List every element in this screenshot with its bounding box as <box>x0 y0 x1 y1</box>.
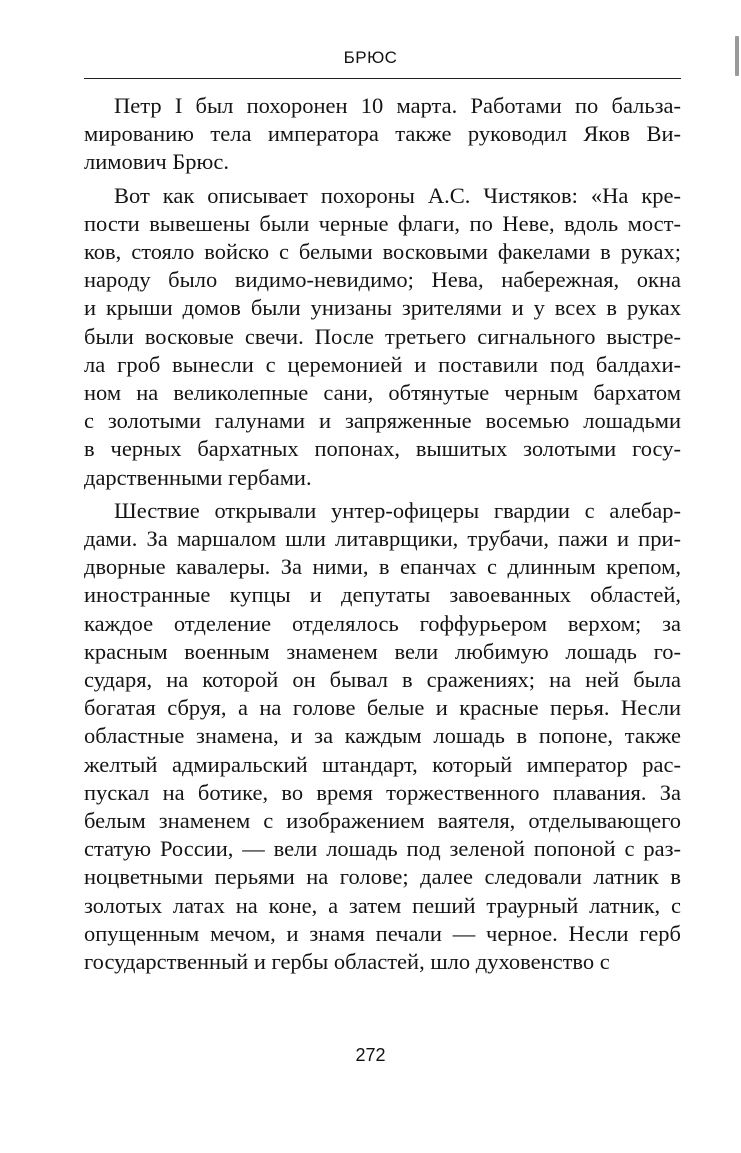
text-line: сударя, на которой он бывал в сражениях; на ней была <box>84 667 681 693</box>
body-text <box>84 92 681 981</box>
paragraph <box>84 182 681 492</box>
text-line: пускал на ботике, во время торжественного плавания. За <box>84 779 681 805</box>
text-line: Вот как описывает похороны А.С. Чистяков: «На кре- <box>114 182 681 208</box>
text-line: богатая сбруя, а на голове белые и красные перья. Несли <box>84 695 681 721</box>
text-line: Шествие открывали унтер-офицеры гвардии с алебар- <box>114 497 681 523</box>
text-line: ноцветными перьями на голове; далее следовали латник в <box>84 864 681 890</box>
text-line: дарственными гербами. <box>84 464 312 490</box>
text-line: мированию тела императора также руководил Яков Ви- <box>84 121 681 147</box>
text-line: желтый адмиральский штандарт, который император рас- <box>84 751 681 777</box>
text-line: пости вывешены были черные флаги, по Неве, вдоль мост- <box>84 210 681 236</box>
page-number: 272 <box>355 1045 386 1065</box>
text-line: дами. За маршалом шли литаврщики, трубачи, пажи и при- <box>84 526 681 552</box>
paragraph <box>84 497 681 976</box>
text-line: дворные кавалеры. За ними, в епанчах с длинным крепом, <box>84 554 681 580</box>
text-line: в черных бархатных попонах, вышитых золотыми госу- <box>84 436 681 462</box>
text-line: каждое отделение отделялось гоффурьером верхом; за <box>84 610 681 636</box>
text-line: и крыши домов были унизаны зрителями и у всех в руках <box>84 295 681 321</box>
text-line: государственный и гербы областей, шло духовенство с <box>84 949 610 975</box>
text-line: народу было видимо-невидимо; Нева, набережная, окна <box>84 267 681 293</box>
text-line: были восковые свечи. После третьего сигнального выстре- <box>84 323 681 349</box>
text-line: опущенным мечом, и знамя печали — черное. Несли герб <box>84 920 681 946</box>
text-line: золотых латах на коне, а затем пеший траурный латник, с <box>84 892 681 918</box>
text-line: статую России, — вели лошадь под зеленой попоной с раз- <box>84 836 681 862</box>
text-line: ном на великолепные сани, обтянутые черным бархатом <box>84 380 681 406</box>
text-line: красным военным знаменем вели любимую лошадь го- <box>84 638 681 664</box>
paragraph <box>84 92 681 177</box>
header-rule <box>84 78 681 79</box>
page-edge-mark <box>735 36 739 76</box>
text-line: белым знаменем с изображением ваятеля, отделывающего <box>84 808 681 834</box>
text-line: с золотыми галунами и запряженные восемью лошадьми <box>84 408 681 434</box>
running-title: БРЮС <box>343 48 398 67</box>
text-line: иностранные купцы и депутаты завоеванных областей, <box>84 582 681 608</box>
text-line: лимович Брюс. <box>84 149 229 175</box>
text-line: ла гроб вынесли с церемонией и поставили под балдахи- <box>84 351 681 377</box>
text-line: ков, стояло войско с белыми восковыми факелами в руках; <box>84 239 681 265</box>
text-line: областные знамена, и за каждым лошадь в попоне, также <box>84 723 681 749</box>
text-line: Петр I был похоронен 10 марта. Работами по бальза- <box>114 93 681 118</box>
